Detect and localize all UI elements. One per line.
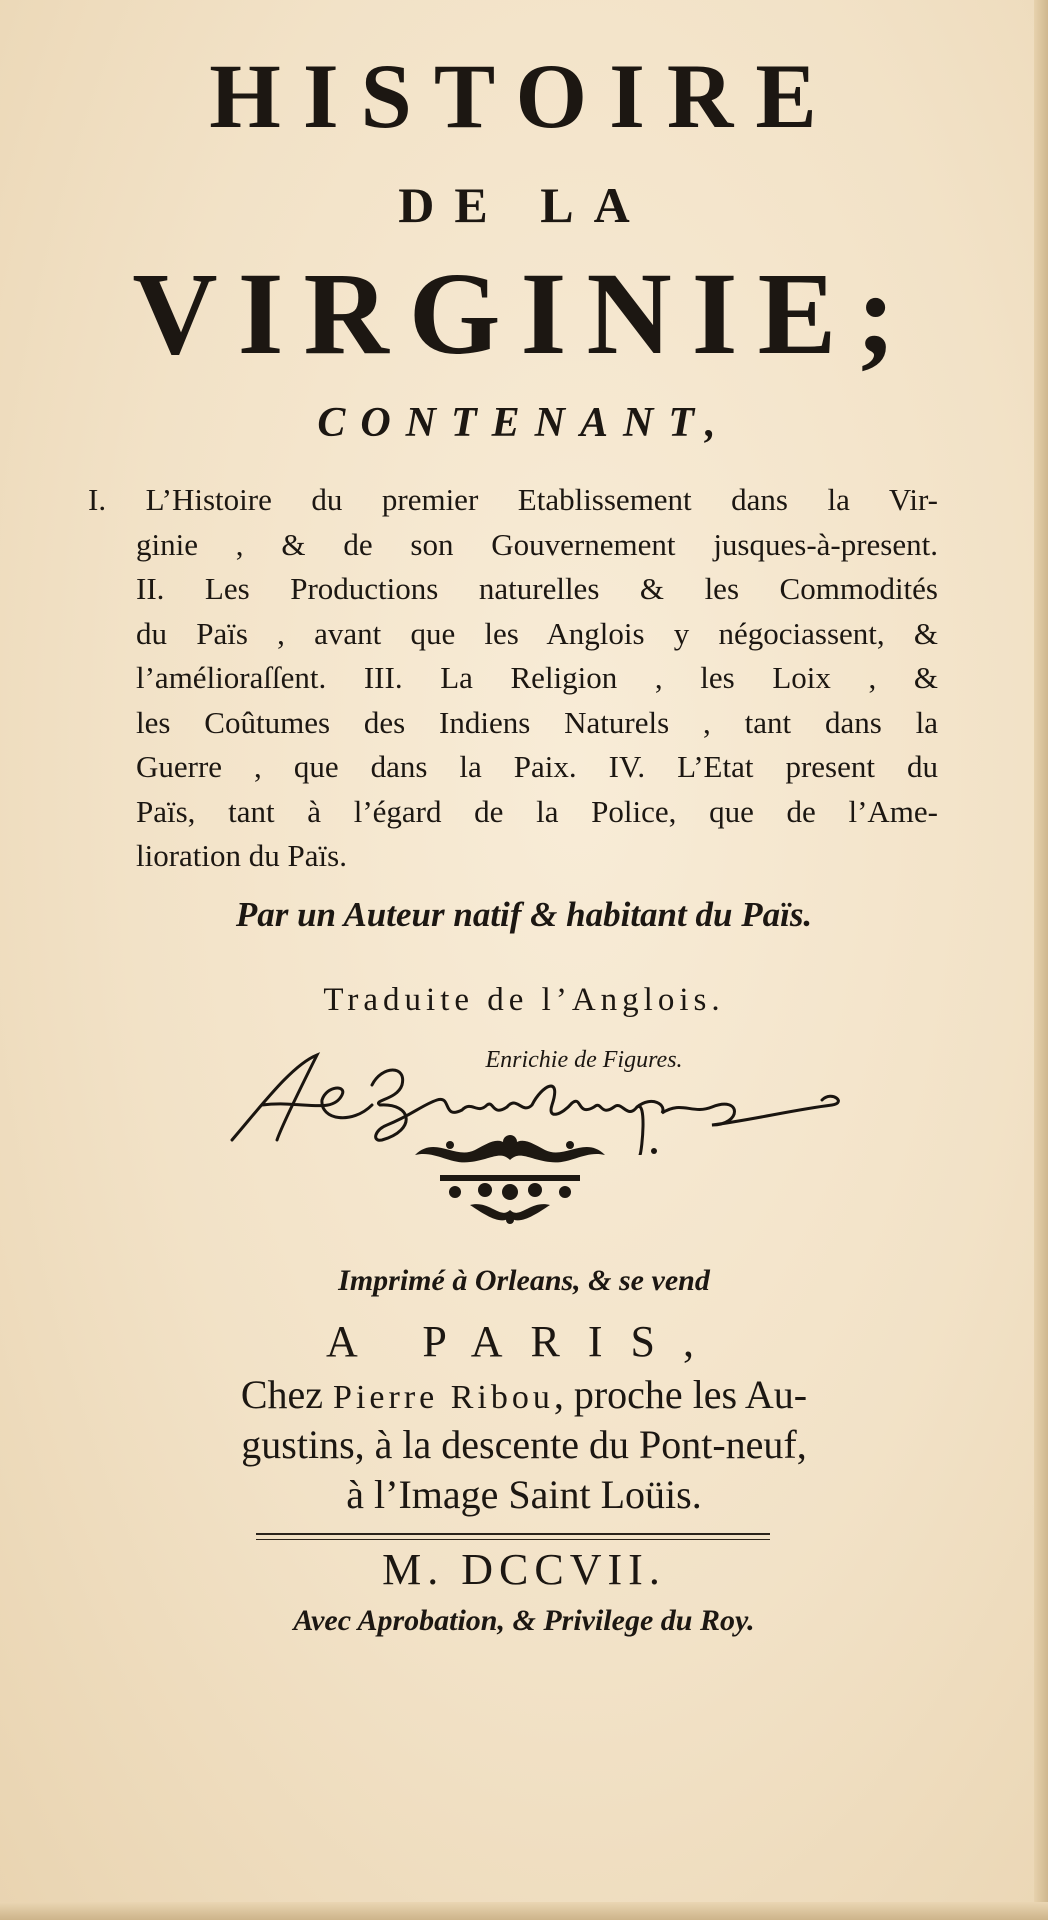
- contents-line: du Païs , avant que les Anglois y négociassent, &: [136, 615, 938, 651]
- contents-line: Guerre , que dans la Paix. IV. L’Etat present du: [136, 749, 938, 784]
- printed-line: Imprimé à Orleans, & se vend: [338, 1264, 710, 1297]
- contenant-heading: CONTENANT,: [317, 400, 731, 446]
- contents-line: les Coûtumes des Indiens Naturels , tant dans la: [136, 704, 938, 740]
- publication-date: M. DCCVII.: [382, 1545, 666, 1594]
- contents-line: II. Les Productions naturelles & les Commodités: [136, 571, 938, 606]
- contents-line: lioration du Païs.: [136, 838, 347, 873]
- title-line-virginie: VIRGINIE;: [132, 248, 916, 379]
- author-line: Par un Auteur natif & habitant du Païs.: [235, 895, 813, 934]
- address-line-3: à l’Image Saint Loüis.: [346, 1472, 702, 1517]
- fleuron-ornament-icon: [410, 1130, 610, 1225]
- contents-line: ginie , & de son Gouvernement jusques-à-present.: [136, 526, 938, 562]
- contents-line: l’amélioraſſent. III. La Religion , les Loix , &: [136, 660, 938, 695]
- divider-rule: [256, 1533, 770, 1535]
- address-prefix: Chez: [240, 1372, 334, 1417]
- address-line-2: gustins, à la descente du Pont-neuf,: [241, 1422, 807, 1467]
- title-line-histoire: HISTOIRE: [209, 45, 839, 147]
- contents-paragraph: [88, 478, 938, 879]
- contents-line: Païs, tant à l’égard de la Police, que de l’Ame-: [136, 793, 938, 829]
- contents-line: I. L’Histoire du premier Etablissement dans la Vir-: [88, 482, 938, 517]
- privilege-line: Avec Aprobation, & Privilege du Roy.: [293, 1604, 755, 1637]
- publisher-name: Pierre Ribou: [333, 1379, 554, 1416]
- title-line-de-la: DE LA: [398, 177, 650, 233]
- translation-line: Traduite de l’Anglois.: [323, 982, 725, 1018]
- address-rest: , proche les Au-: [553, 1372, 808, 1417]
- city-line: A PARIS,: [325, 1317, 723, 1366]
- figures-line: Enrichie de Figures.: [485, 1047, 683, 1073]
- publisher-line: [0, 1372, 1048, 1417]
- divider-rule: [256, 1539, 770, 1540]
- page-edge-bottom: [0, 1902, 1048, 1920]
